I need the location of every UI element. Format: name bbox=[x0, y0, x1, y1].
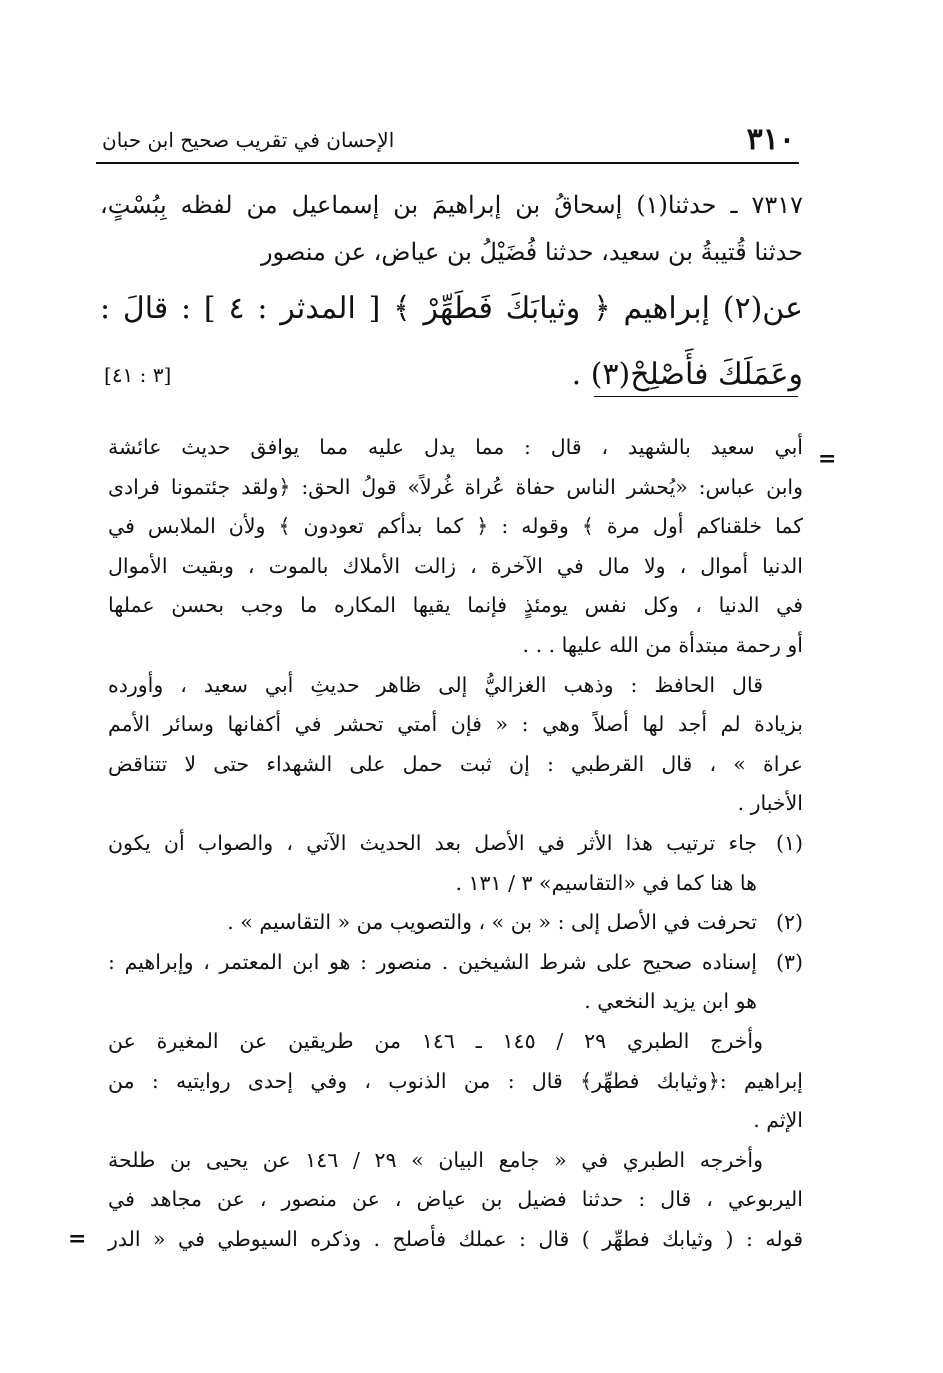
hadith-line: وعَمَلَكَ فأَصْلِحْ(٣) . bbox=[571, 357, 803, 392]
footnotes-area bbox=[108, 428, 803, 1259]
note-line: ها هنا كما في «التقاسيم» ٣ / ١٣١ . bbox=[455, 870, 757, 895]
footnote-3 bbox=[108, 943, 803, 1022]
continuation-mark-top: = bbox=[818, 446, 837, 472]
running-header bbox=[96, 118, 799, 164]
footnote-number: (٢) bbox=[775, 910, 803, 935]
footnote-2 bbox=[108, 903, 803, 943]
hadith-text bbox=[100, 182, 803, 408]
footnote-number: (١) bbox=[775, 830, 803, 855]
note-line: أبي سعيد بالشهيد ، قال : مما يدل عليه مما يوافق حديث عائشة bbox=[108, 435, 803, 459]
note-line: الدنيا أموال ، ولا مال في الآخرة ، زالت الأملاك بالموت ، وبقيت الأموال bbox=[108, 553, 803, 578]
hadith-last-line bbox=[100, 342, 803, 408]
hadith-line: عن(٢) إبراهيم ﴿ وثيابَكَ فَطَهِّرْ ﴾ [ المدثر : ٤ ] : قالَ : bbox=[100, 291, 804, 326]
note-line: قال الحافظ : وذهب الغزاليُّ إلى ظاهر حديثِ أبي سعيد ، وأورده bbox=[108, 672, 763, 697]
page-number: ٣١٠ bbox=[746, 122, 795, 157]
note-line: إسناده صحيح على شرط الشيخين . منصور : هو ابن المعتمر ، وإبراهيم : bbox=[108, 949, 757, 974]
note-line: هو ابن يزيد النخعي . bbox=[584, 989, 757, 1014]
note-line: عراة » ، قال القرطبي : إن ثبت حمل على الشهداء حتى لا تتناقض bbox=[108, 751, 803, 776]
note-line: الإثم . bbox=[753, 1108, 803, 1133]
note-line: وأخرج الطبري ٢٩ / ١٤٥ ـ ١٤٦ من طريقين عن المغيرة عن bbox=[108, 1028, 763, 1053]
note-line: بزيادة لم أجد لها أصلاً وهي : « فإن أمتي تحشر في أكفانها وسائر الأمم bbox=[108, 712, 803, 737]
footnote-separator bbox=[594, 396, 798, 397]
note-line: تحرفت في الأصل إلى : « بن » ، والتصويب من « التقاسيم » . bbox=[227, 910, 757, 935]
note-line: اليربوعي ، قال : حدثنا فضيل بن عياض ، عن منصور ، عن مجاهد في bbox=[108, 1187, 803, 1212]
footnote-1 bbox=[108, 824, 803, 903]
hadith-line: حدثنا قُتيبةُ بن سعيد، حدثنا فُضَيْلُ بن عياض، عن منصور bbox=[260, 238, 803, 266]
note-line: أو رحمة مبتدأة من الله عليها . . . bbox=[522, 632, 803, 657]
footnote-number: (٣) bbox=[775, 949, 803, 974]
note-line: إبراهيم :﴿وثيابك فطهِّر﴾ قال : من الذنوب ، وفي إحدى روايتيه : من bbox=[108, 1068, 803, 1093]
running-title: الإحسان في تقريب صحيح ابن حبان bbox=[102, 128, 395, 152]
note-line: في الدنيا ، وكل نفس يومئذٍ فإنما يقيها المكاره ما وجب بحسن عملها bbox=[108, 593, 803, 618]
continuation-mark-bottom: = bbox=[68, 1226, 87, 1252]
hadith-line: ٧٣١٧ ـ حدثنا(١) إسحاقُ بن إبراهيمَ بن إسماعيل من لفظه بِبُسْتٍ، bbox=[100, 191, 803, 219]
note-line: كما خلقناكم أول مرة ﴾ وقوله : ﴿ كما بدأكم تعودون ﴾ ولأن الملابس في bbox=[108, 514, 803, 539]
note-line: وأخرجه الطبري في « جامع البيان » ٢٩ / ١٤٦ عن يحيى بن طلحة bbox=[108, 1147, 763, 1172]
note-line: جاء ترتيب هذا الأثر في الأصل بعد الحديث الآتي ، والصواب أن يكون bbox=[108, 830, 757, 855]
note-line: وابن عباس: «يُحشر الناس حفاة عُراة غُرلاً» قولُ الحق: ﴿ولقد جئتمونا فرادى bbox=[108, 474, 803, 499]
note-line: الأخبار . bbox=[737, 791, 803, 816]
hadith-reference: [٣ : ٤١] bbox=[104, 363, 172, 387]
note-line: قوله : ( وثيابك فطهِّر ) قال : عملك فأصلح . وذكره السيوطي في « الدر bbox=[108, 1226, 803, 1251]
